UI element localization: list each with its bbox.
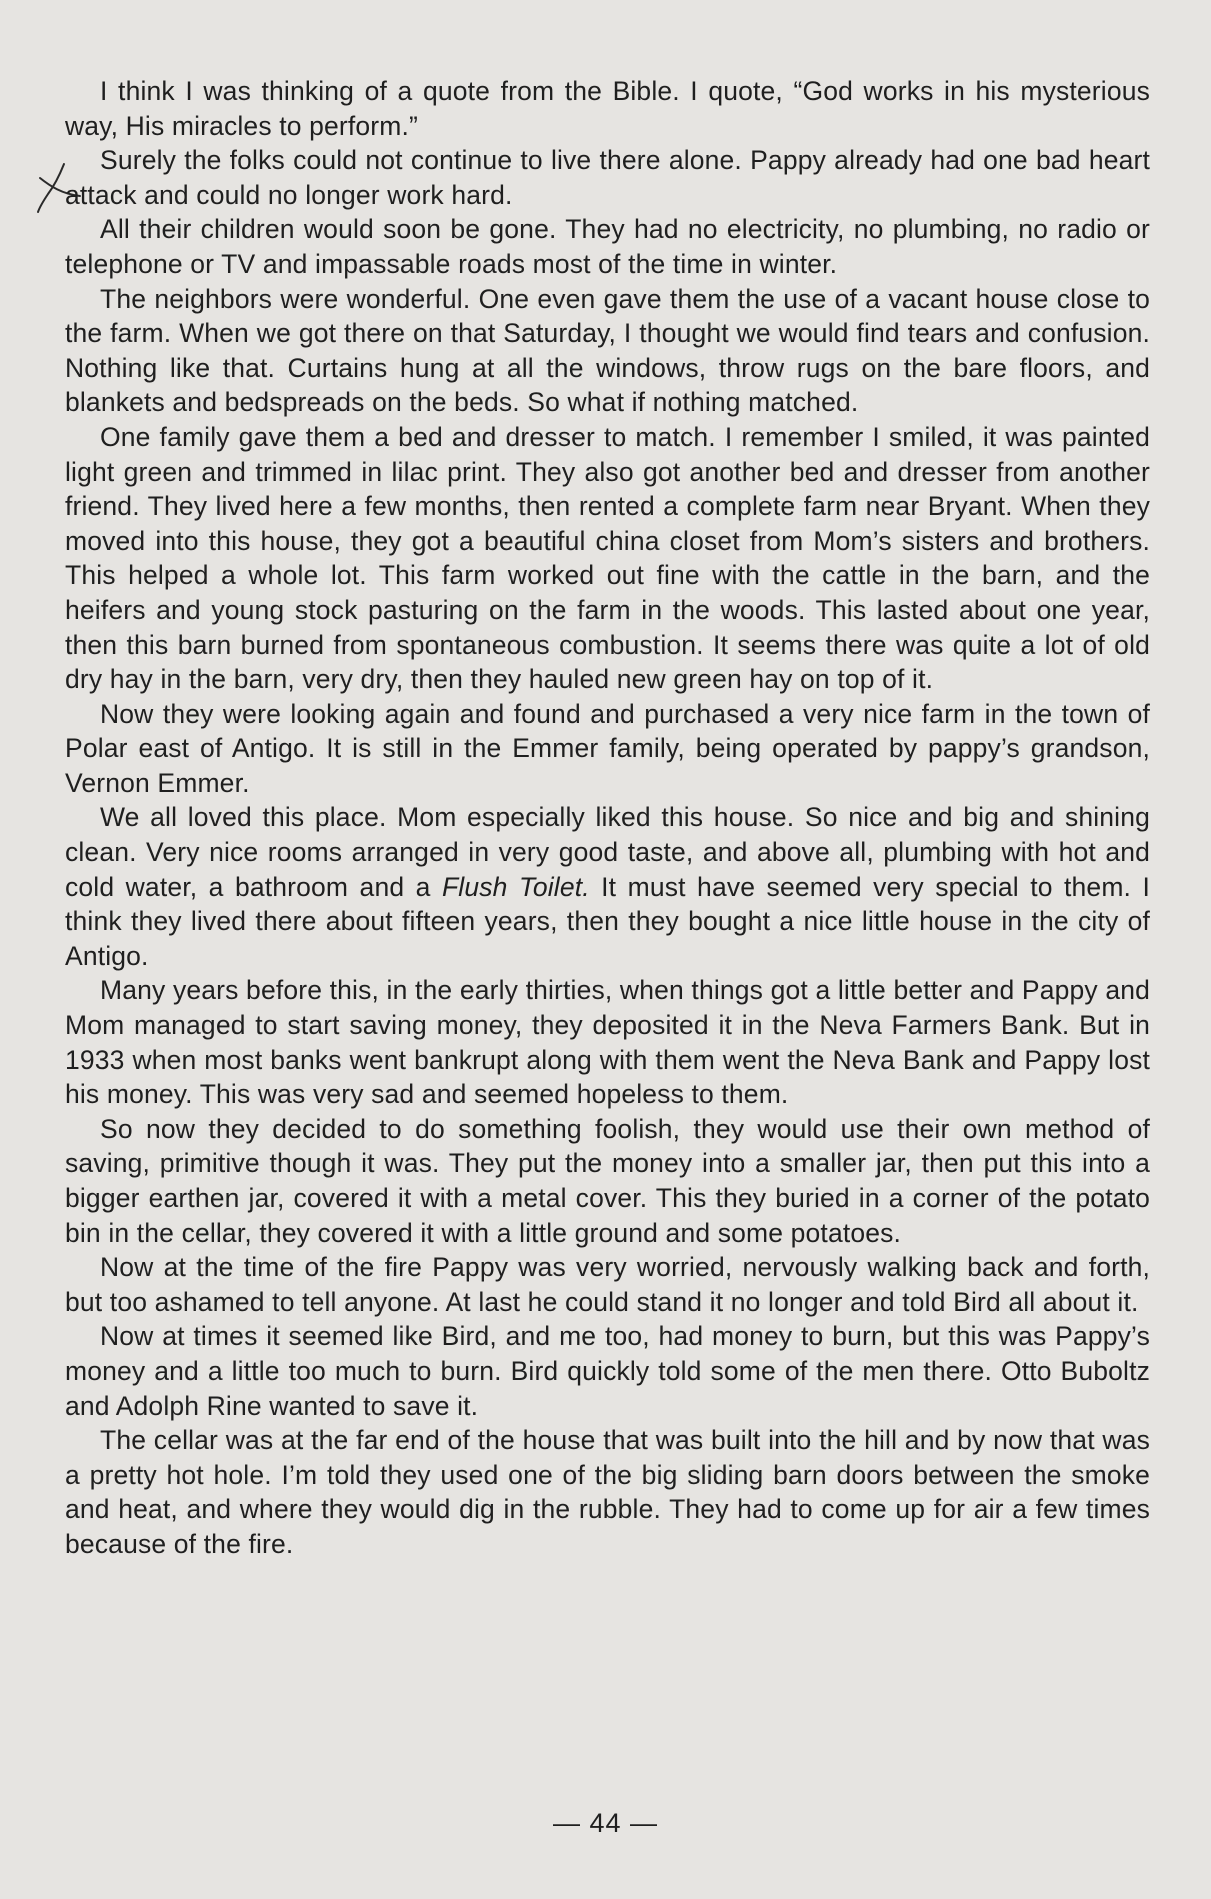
flush-toilet-italic: Flush Toilet. [441,871,590,902]
paragraph-loved-place [65,800,1150,973]
toilet-text-after: It must have seemed very special to them. I think they lived there about fifteen years, then they bought a nice little house in the city of Antigo. [65,871,1150,971]
paragraph-bible-quote: I think I was thinking of a quote from the Bible. I quote, “God works in his mysterious way, His miracles to perform.” [65,76,1150,141]
paragraph-saving-jar: So now they decided to do something foolish, they would use their own method of saving, primitive though it was. They put the money into a smaller jar, then put this into a bigger earthen jar, covered it with a metal cover. This they buried in a corner of the potato bin in the cellar, they covered it with a little ground and some potatoes. [65,1113,1150,1248]
page-number: — 44 — [552,1808,659,1838]
toilet-text-before: We all loved this place. Mom especially liked this house. So nice and big and shining clean. Very nice rooms arranged in very good taste, and above all, plumbing with hot and cold water, a bathroom and a [65,802,1150,902]
paragraph-children-gone: All their children would soon be gone. They had no electricity, no plumbing, no radio or telephone or TV and impassable roads most of the time in winter. [65,214,1150,279]
paragraph-cellar: The cellar was at the far end of the house that was built into the hill and by now that was a pretty hot hole. I’m told they used one of the big sliding barn doors between the smoke and heat, and where they would dig in the rubble. They had to come up for air a few times because of the fire. [65,1425,1150,1559]
paragraph-money-burn: Now at times it seemed like Bird, and me too, had money to burn, but this was Pappy’s money and a little too much to burn. Bird quickly told some of the men there. Otto Buboltz and Adolph Rine wanted to save it. [65,1321,1150,1421]
paragraph-bank: Many years before this, in the early thirties, when things got a little better and Pappy and Mom managed to start saving money, they deposited it in the Neva Farmers Bank. But in 1933 when most banks went bankrupt along with them went the Neva Bank and Pappy lost his money. This was very sad and seemed hopeless to them. [65,975,1150,1110]
paragraph-polar-farm: Now they were looking again and found and purchased a very nice farm in the town of Polar east of Antigo. It is still in the Emmer family, being operated by pappy’s grandson, Vernon Emmer. [65,698,1150,798]
paragraph-fire-worry: Now at the time of the fire Pappy was very worried, nervously walking back and forth, but too ashamed to tell anyone. At last he could stand it no longer and told Bird all about it. [65,1252,1150,1317]
paragraph-folks-alone: Surely the folks could not continue to live there alone. Pappy already had one bad heart attack and could no longer work hard. [65,145,1150,210]
paragraph-bed-dresser: One family gave them a bed and dresser to match. I remember I smiled, it was painted light green and trimmed in lilac print. They also got another bed and dresser from another friend. They lived here a few months, then rented a complete farm near Bryant. When they moved into this house, they got a beautiful china closet from Mom’s sisters and brothers. This helped a whole lot. This farm worked out fine with the cattle in the barn, and the heifers and young stock pasturing on the farm in the woods. This lasted about one year, then this barn burned from spontaneous combustion. It seems there was quite a lot of old dry hay in the barn, very dry, then they hauled new green hay on top of it. [65,421,1150,695]
paragraph-neighbors: The neighbors were wonderful. One even gave them the use of a vacant house close to the farm. When we got there on that Saturday, I thought we would find tears and confusion. Nothing like that. Curtains hung at all the windows, throw rugs on the bare floors, and blankets and bedspreads on the beds. So what if nothing matched. [65,283,1150,418]
document-body [65,74,1150,1562]
